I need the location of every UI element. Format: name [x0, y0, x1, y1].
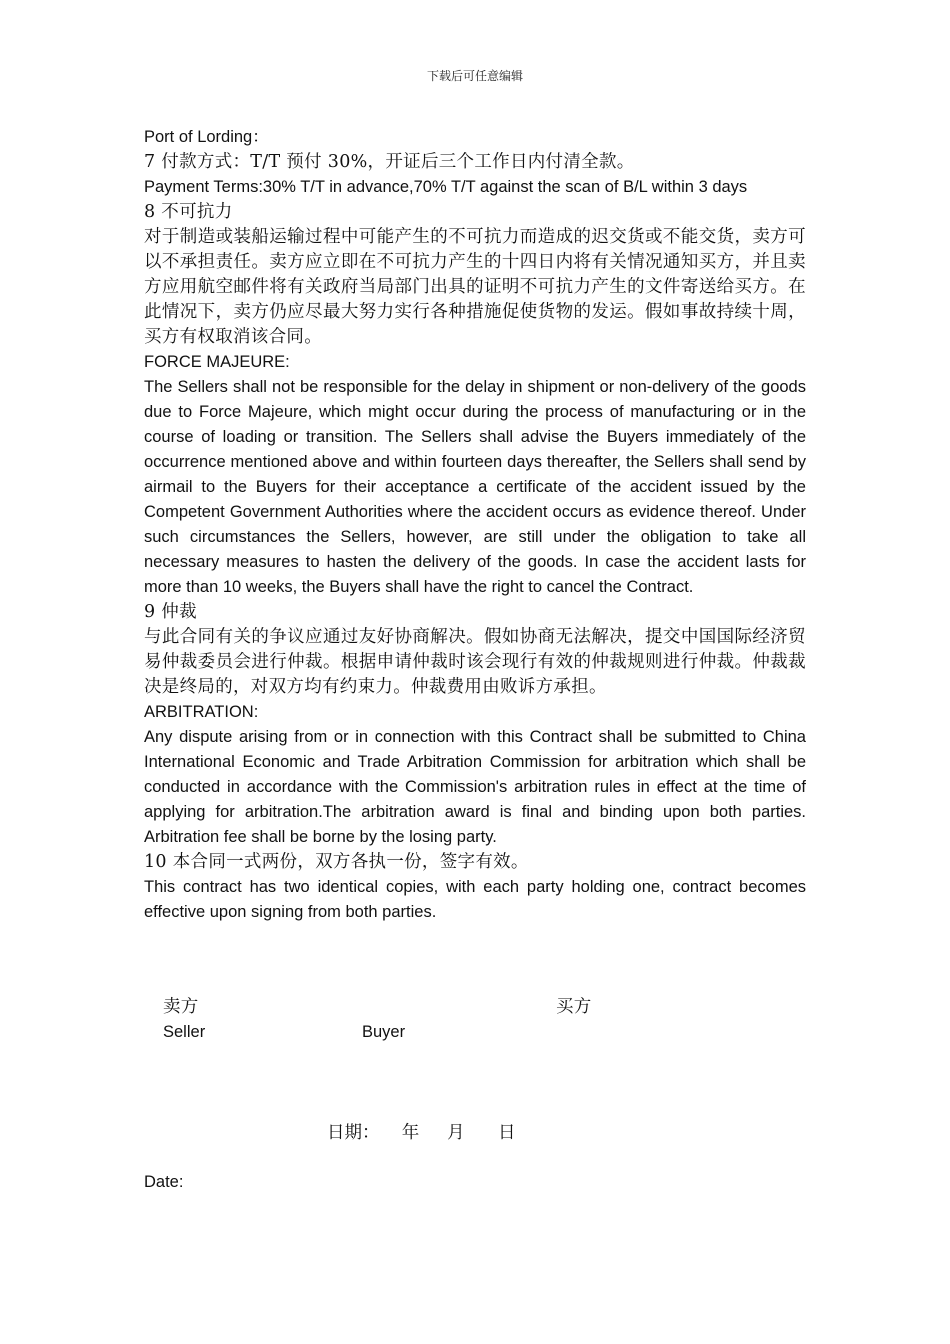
buyer-label-cn: 买方	[556, 997, 592, 1017]
seller-label-cn: 卖方	[163, 997, 199, 1017]
payment-terms-en: Payment Terms:30% T/T in advance,70% T/T against the scan of B/L within 3 days	[144, 178, 748, 196]
arbitration-clause-en: Any dispute arising from or in connection with this Contract shall be submitted to China International Economic and Trade Arbitration Commission for arbitration which shall be conducted in accordance with the Commission's arbitration rules in effect at the time of applying for arbitration.The arbitration award is final and binding upon both parties. Arbitration fee shall be borne by the losing party.	[144, 728, 806, 846]
signature-block	[163, 995, 763, 1045]
date-line-cn: 日期： 年 月 日	[327, 1123, 516, 1143]
page-header: 下载后可任意编辑	[426, 69, 523, 83]
arbitration-heading-en: ARBITRATION:	[144, 703, 259, 721]
force-majeure-clause-cn: 对于制造或装船运输过程中可能产生的不可抗力而造成的迟交货或不能交货，卖方可以不承担责任。卖方应立即在不可抗力产生的十四日内将有关情况通知买方，并且卖方应用航空邮件将有关政府当局部门出具的证明不可抗力产生的文件寄送给买方。在此情况下，卖方仍应尽最大努力实行各种措施促使货物的发运。假如事故持续十周，买方有权取消该合同。	[144, 227, 806, 347]
arbitration-heading-cn: 9 仲裁	[144, 602, 197, 622]
arbitration-clause-cn: 与此合同有关的争议应通过友好协商解决。假如协商无法解决，提交中国国际经济贸易仲裁委员会进行仲裁。根据申请仲裁时该会现行有效的仲裁规则进行仲裁。仲裁裁决是终局的，对双方均有约束力。仲裁费用由败诉方承担。	[144, 627, 806, 697]
buyer-label-en: Buyer	[362, 1023, 406, 1041]
force-majeure-heading-cn: 8 不可抗力	[144, 202, 233, 222]
payment-terms-cn: 7 付款方式：T/T 预付 30%，开证后三个工作日内付清全款。	[144, 152, 635, 172]
date-line-en: Date:	[144, 1173, 184, 1191]
copies-clause-cn: 10 本合同一式两份，双方各执一份，签字有效。	[144, 852, 529, 872]
port-of-loading: Port of Lording：	[144, 128, 269, 146]
document-body	[144, 125, 806, 925]
copies-clause-en: This contract has two identical copies, with each party holding one, contract becomes effective upon signing from both parties.	[144, 878, 806, 921]
seller-label-en: Seller	[163, 1023, 206, 1041]
force-majeure-clause-en: The Sellers shall not be responsible for the delay in shipment or non-delivery of the goods due to Force Majeure, which might occur during the process of manufacturing or in the course of loading or transition. The Sellers shall advise the Buyers immediately of the occurrence mentioned above and within fourteen days thereafter, the Sellers shall send by airmail to the Buyers for their acceptance a certificate of the accident issued by the Competent Government Authorities where the accident occurs as evidence thereof. Under such circumstances the Sellers, however, are still under the obligation to take all necessary measures to hasten the delivery of the goods. In case the accident lasts for more than 10 weeks, the Buyers shall have the right to cancel the Contract.	[144, 378, 806, 596]
force-majeure-heading-en: FORCE MAJEURE:	[144, 353, 290, 371]
